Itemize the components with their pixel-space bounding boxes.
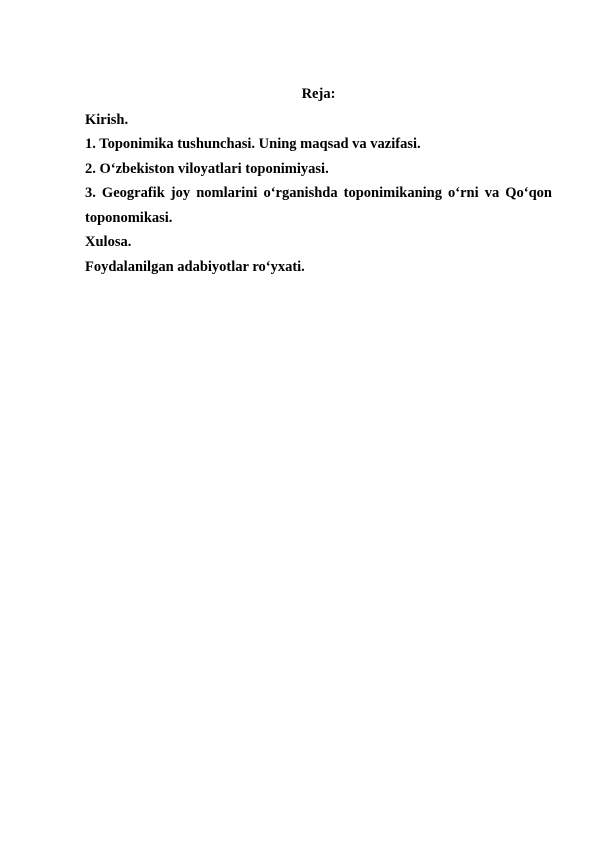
page-title: Reja: <box>301 86 336 102</box>
plan-item-3: 3. Geografik joy nomlarini o‘rganishda toponimikaning o‘rni va Qo‘qon toponomikasi. <box>85 185 552 226</box>
plan-section <box>85 82 552 279</box>
plan-item-2: 2. O‘zbekiston viloyatlari toponimiyasi. <box>85 160 329 177</box>
plan-item-1: 1. Toponimika tushunchasi. Uning maqsad va vazifasi. <box>85 136 421 152</box>
plan-item-conclusion: Xulosa. <box>85 234 132 250</box>
plan-item-references: Foydalanilgan adabiyotlar ro‘yxati. <box>85 258 305 275</box>
plan-item-intro: Kirish. <box>85 111 129 128</box>
